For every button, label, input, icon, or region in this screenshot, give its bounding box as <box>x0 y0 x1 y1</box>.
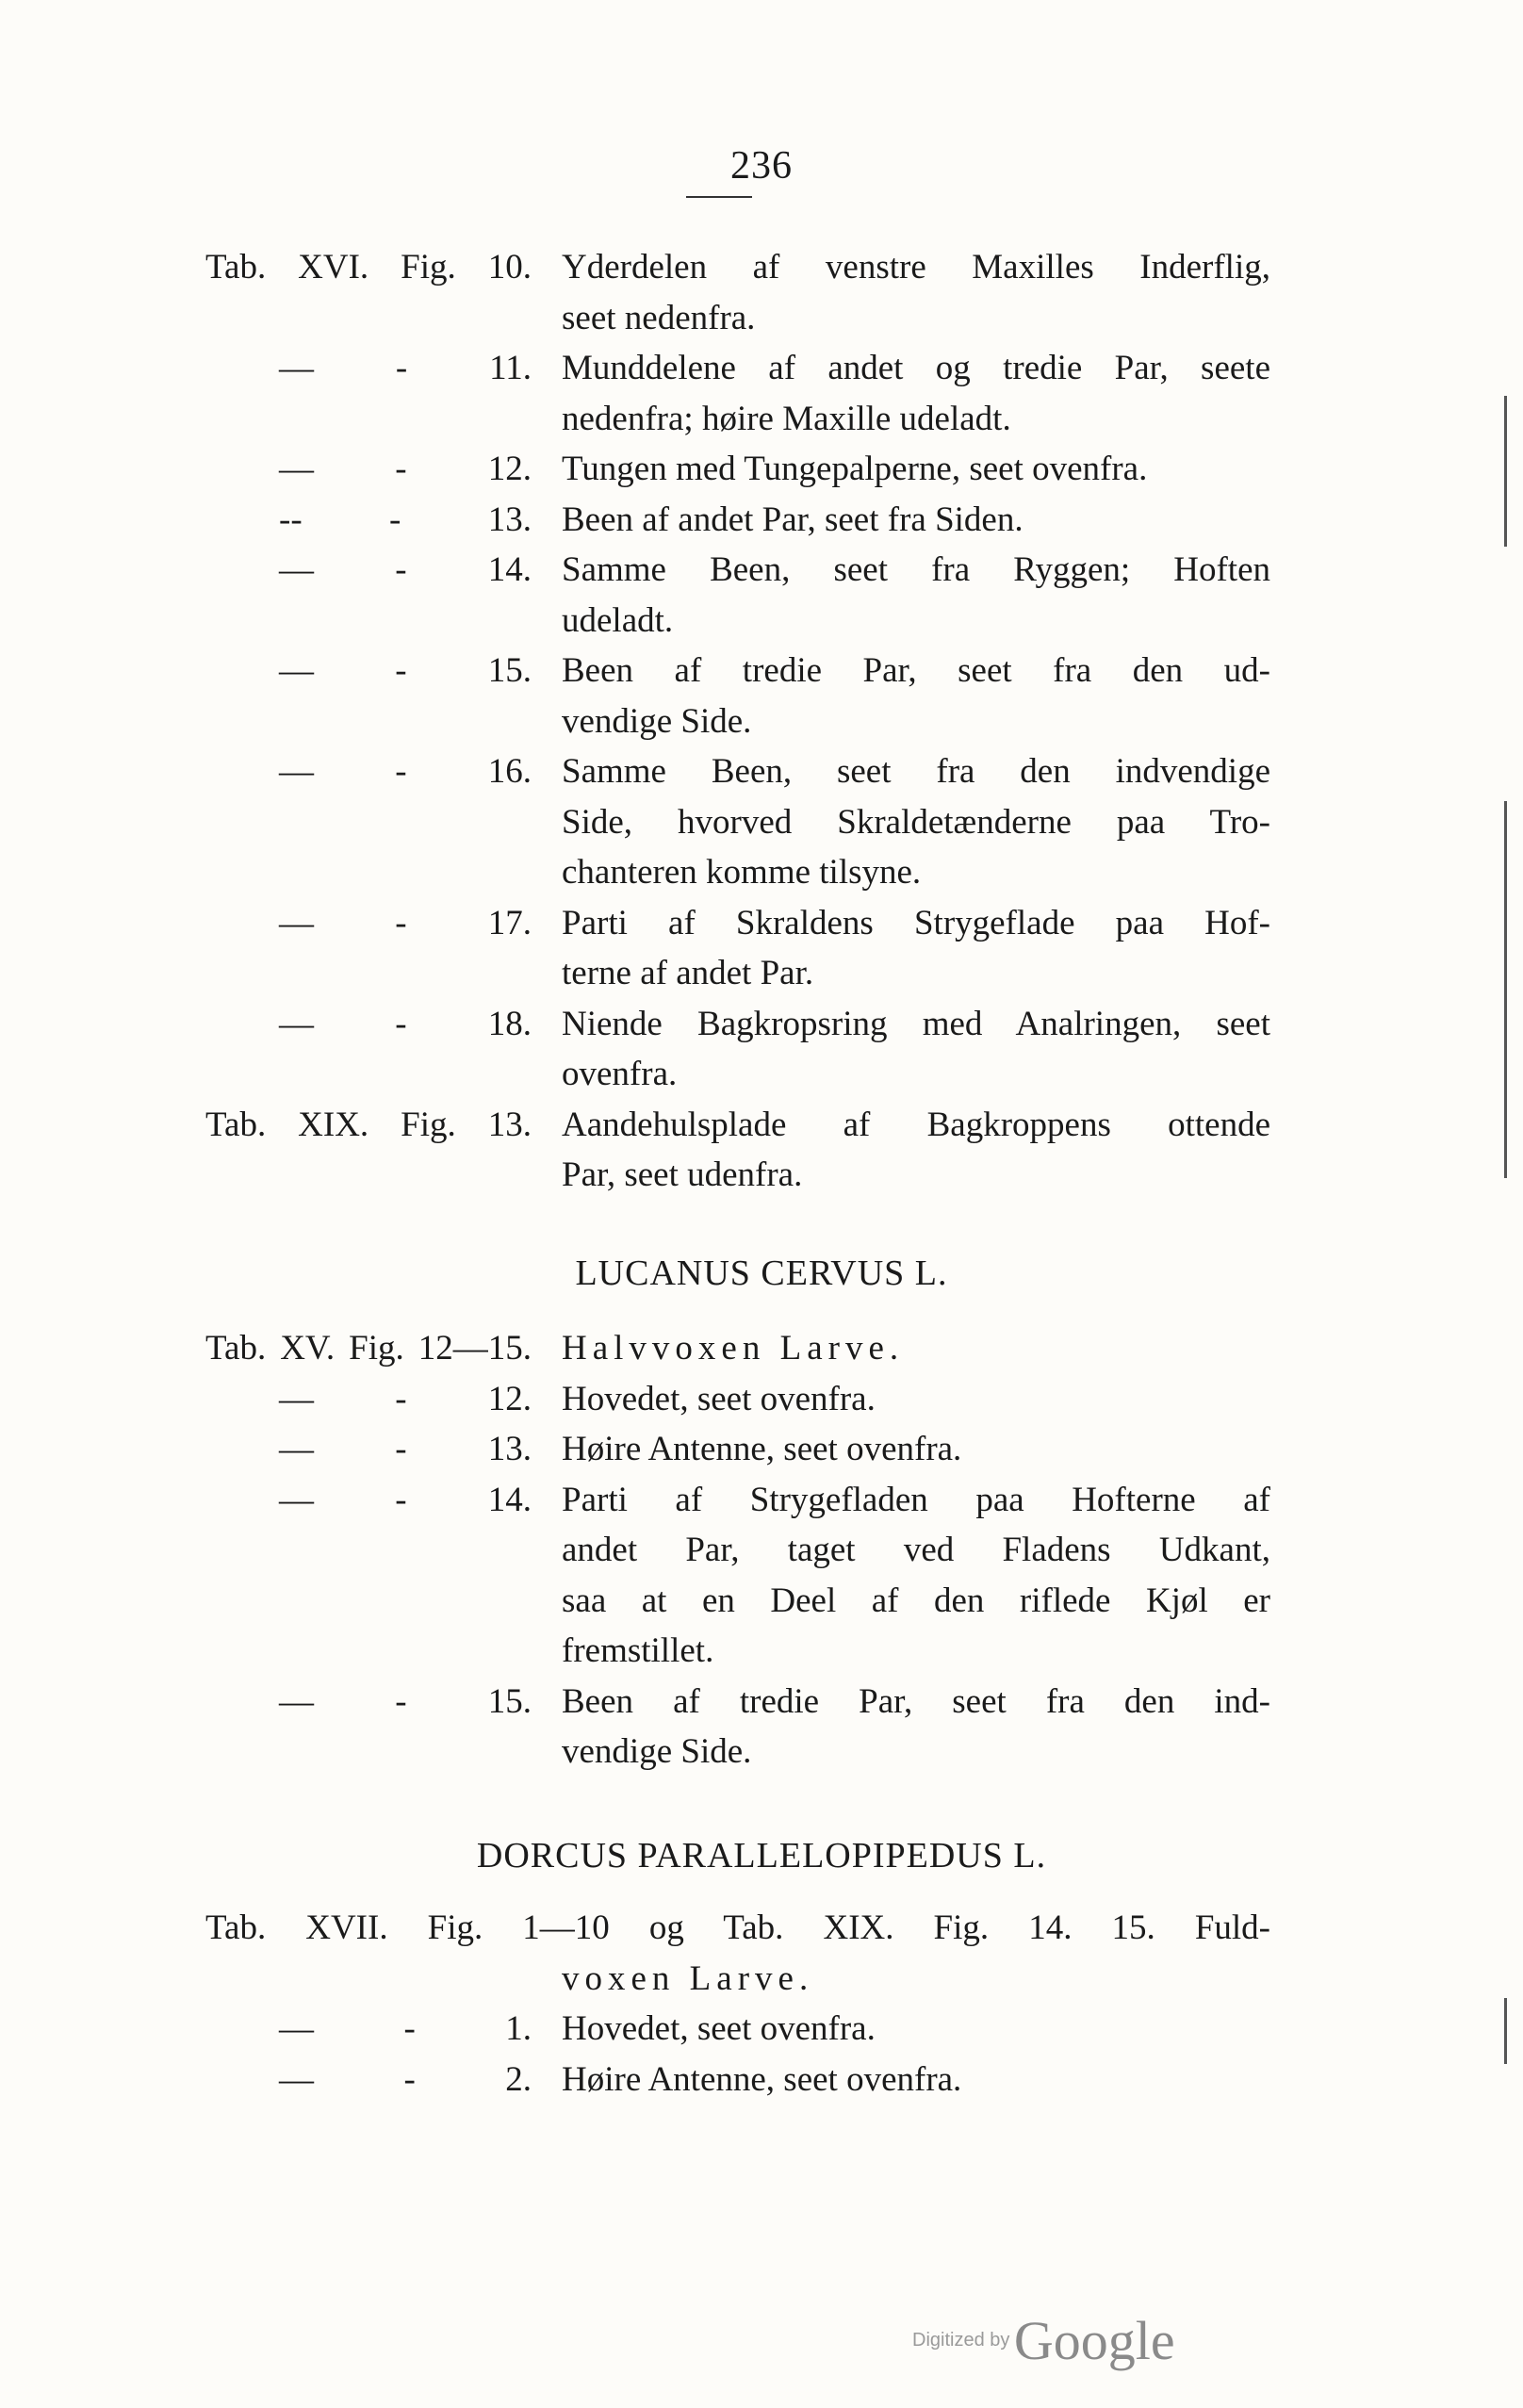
entry-full-line: Tab. XVII. Fig. 1—10 og Tab. XIX. Fig. 14. 15. Fuld- <box>205 1908 1270 1947</box>
ditto-mark: - <box>395 752 407 791</box>
ditto-dash: — <box>279 1430 314 1468</box>
entry-text-line: Samme Been, seet fra den indvendige <box>562 752 1270 791</box>
ditto-mark: - <box>395 1681 407 1721</box>
ditto-mark: - <box>395 349 408 387</box>
ditto-mark: - <box>395 550 407 589</box>
ditto-num: 14. <box>487 1480 532 1519</box>
ditto-dash: — <box>279 1681 314 1721</box>
entry-text-line: Hovedet, seet ovenfra. <box>562 1379 876 1418</box>
ditto-num: 16. <box>487 752 532 791</box>
ditto-dash: — <box>279 651 314 690</box>
entry-ditto-label <box>279 1476 532 1525</box>
ditto-mark: - <box>395 903 407 942</box>
entry-text-line: Tungen med Tungepalperne, seet ovenfra. <box>562 450 1148 488</box>
entry-text-line: saa at en Deel af den riflede Kjøl er <box>562 1581 1270 1620</box>
entry-ditto-label <box>279 747 532 796</box>
scan-edge-mark <box>1504 1998 1507 2064</box>
entry-text-line: vendige Side. <box>562 1732 752 1771</box>
entry-ditto-label <box>279 1375 532 1424</box>
page-number: 236 <box>730 144 793 188</box>
ditto-num: 12. <box>487 450 532 488</box>
entry-ditto-label <box>279 496 532 545</box>
ditto-num: 13. <box>487 1430 532 1468</box>
ditto-mark: - <box>403 2009 416 2048</box>
section-heading: LUCANUS CERVUS L. <box>575 1253 948 1293</box>
entry-text-line: Halvvoxen Larve. <box>562 1329 905 1368</box>
entry-ditto-label <box>279 445 532 494</box>
entry-ditto-label <box>279 647 532 696</box>
entry-label: Tab. XVI. Fig. 10. <box>205 248 532 287</box>
entry-text-line: Been af tredie Par, seet fra den ud- <box>562 651 1270 690</box>
entry-text-line: Been af tredie Par, seet fra den ind- <box>562 1681 1270 1721</box>
ditto-dash: — <box>279 1379 314 1418</box>
ditto-mark: - <box>395 1004 407 1043</box>
ditto-num: 14. <box>487 550 532 589</box>
entry-text-line: Parti af Skraldens Strygeflade paa Hof- <box>562 903 1270 942</box>
entry-text-line: Side, hvorved Skraldetænderne paa Tro- <box>562 802 1270 842</box>
entry-ditto-label <box>279 2056 532 2105</box>
entry-label: Tab. XIX. Fig. 13. <box>205 1105 532 1144</box>
entry-text-line: nedenfra; høire Maxille udeladt. <box>562 399 1011 438</box>
ditto-num: 1. <box>505 2009 532 2048</box>
ditto-num: 12. <box>487 1379 532 1418</box>
ditto-num: 13. <box>487 500 532 539</box>
ditto-mark: - <box>395 651 407 690</box>
entry-text-line: Høire Antenne, seet ovenfra. <box>562 2059 962 2099</box>
entry-text-line: fremstillet. <box>562 1631 714 1670</box>
entry-text-line: Yderdelen af venstre Maxilles Inderflig, <box>562 248 1270 287</box>
ditto-mark: - <box>395 1480 407 1519</box>
ditto-dash: — <box>279 1004 314 1043</box>
entry-ditto-label <box>279 1000 532 1049</box>
ditto-dash: — <box>279 349 314 387</box>
section-heading: DORCUS PARALLELOPIPEDUS L. <box>476 1836 1047 1876</box>
entry-text-line: terne af andet Par. <box>562 954 814 992</box>
entry-ditto-label <box>279 344 532 393</box>
ditto-dash: — <box>279 2009 314 2048</box>
entry-text-line: Høire Antenne, seet ovenfra. <box>562 1430 962 1468</box>
ditto-dash: — <box>279 752 314 791</box>
google-logo: Google <box>1013 2310 1175 2371</box>
entry-text-line: ovenfra. <box>562 1055 678 1093</box>
entry-text-line: Hovedet, seet ovenfra. <box>562 2009 876 2048</box>
entry-text-line: vendige Side. <box>562 701 752 741</box>
page-number-rule <box>686 196 752 198</box>
ditto-dash: — <box>279 2059 314 2099</box>
entry-ditto-label <box>279 2005 532 2054</box>
ditto-mark: - <box>395 1379 407 1418</box>
entry-text-line: Aandehulsplade af Bagkroppens ottende <box>562 1105 1270 1144</box>
ditto-num: 15. <box>487 1681 532 1721</box>
scan-edge-mark <box>1504 801 1507 1178</box>
entry-text-line: Munddelene af andet og tredie Par, seete <box>562 349 1270 387</box>
ditto-num: 17. <box>487 903 532 942</box>
entry-text-line: Been af andet Par, seet fra Siden. <box>562 500 1024 539</box>
entry-text-line: andet Par, taget ved Fladens Udkant, <box>562 1531 1270 1569</box>
entry-text-line: seet nedenfra. <box>562 298 756 337</box>
entry-ditto-label <box>279 546 532 595</box>
ditto-mark: - <box>403 2059 416 2099</box>
digitized-by-text: Digitized by <box>912 2330 1010 2351</box>
entry-text-line: udeladt. <box>562 600 674 640</box>
entry-text-line: Parti af Strygefladen paa Hofterne af <box>562 1480 1270 1519</box>
entry-text-line: Niende Bagkropsring med Analringen, seet <box>562 1004 1270 1043</box>
ditto-num: 15. <box>487 651 532 690</box>
entry-ditto-label <box>279 899 532 948</box>
ditto-dash: — <box>279 550 314 589</box>
ditto-mark: - <box>395 1430 407 1468</box>
entry-continuation: voxen Larve. <box>562 1958 814 1998</box>
ditto-dash: — <box>279 450 314 488</box>
ditto-mark: - <box>389 500 401 539</box>
ditto-dash: — <box>279 1480 314 1519</box>
scan-edge-mark <box>1504 396 1507 547</box>
entry-text-line: Par, seet udenfra. <box>562 1155 803 1194</box>
ditto-num: 2. <box>505 2059 532 2099</box>
digitized-watermark <box>912 2309 1175 2372</box>
ditto-mark: - <box>395 450 407 488</box>
entry-ditto-label <box>279 1678 532 1727</box>
ditto-dash: -- <box>279 500 303 539</box>
entry-label: Tab. XV. Fig. 12—15. <box>205 1329 532 1368</box>
ditto-num: 11. <box>489 349 532 387</box>
entry-ditto-label <box>279 1425 532 1474</box>
entry-text-line: chanteren komme tilsyne. <box>562 853 922 892</box>
ditto-dash: — <box>279 903 314 942</box>
entry-text-line: Samme Been, seet fra Ryggen; Hoften <box>562 550 1270 589</box>
ditto-num: 18. <box>487 1004 532 1043</box>
